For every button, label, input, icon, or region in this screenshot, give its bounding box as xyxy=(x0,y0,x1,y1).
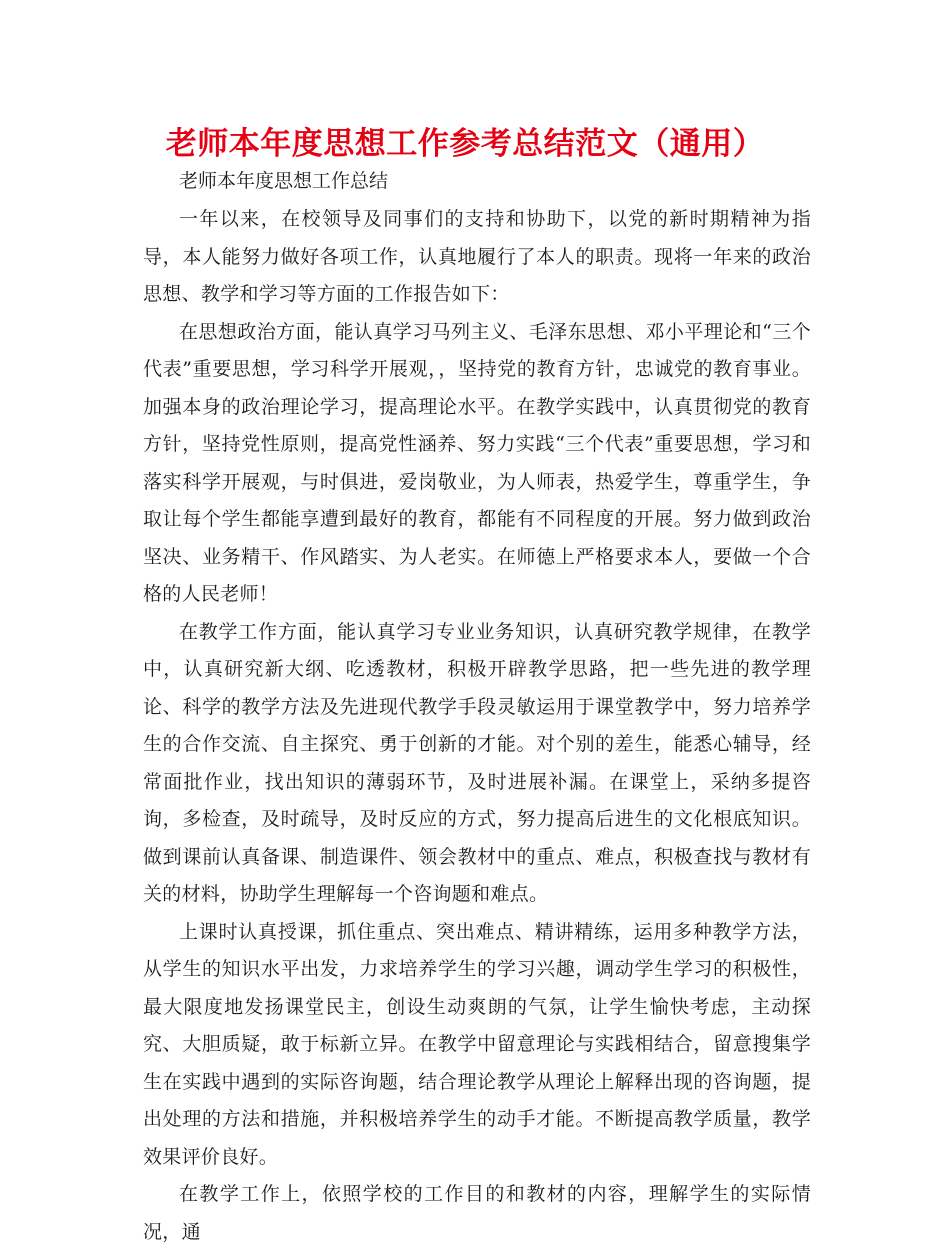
paragraph-teaching: 在教学工作方面，能认真学习专业业务知识，认真研究教学规律，在教学中，认真研究新大纲、吃透教材，积极开辟教学思路，把一些先进的教学理论、科学的教学方法及先进现代教学手段灵敏运用于课堂教学中，努力培养学生的合作交流、自主探究、勇于创新的才能。对个别的差生，能悉心辅导，经常面批作业，找出知识的薄弱环节，及时进展补漏。在课堂上，采纳多提咨询，多检查，及时疏导，及时反应的方式，努力提高后进生的文化根底知识。做到课前认真备课、制造课件、领会教材中的重点、难点，积极查找与教材有关的材料，协助学生理解每一个咨询题和难点。 xyxy=(143,620,811,905)
paragraph-intro: 一年以来，在校领导及同事们的支持和协助下，以党的新时期精神为指导，本人能努力做好各项工作，认真地履行了本人的职责。现将一年来的政治思想、教学和学习等方面的工作报告如下： xyxy=(143,208,811,305)
document-body xyxy=(143,166,811,1251)
paragraph-classroom: 上课时认真授课，抓住重点、突出难点、精讲精练，运用多种教学方法，从学生的知识水平出发，力求培养学生的学习兴趣，调动学生学习的积极性，最大限度地发扬课堂民主，创设生动爽朗的气氛，让学生愉快考虑，主动探究、大胆质疑，敢于标新立异。在教学中留意理论与实践相结合，留意搜集学生在实践中遇到的实际咨询题，结合理论教学从理论上解释出现的咨询题，提出处理的方法和措施，并积极培养学生的动手才能。不断提高教学质量，教学效果评价良好。 xyxy=(143,920,811,1168)
document-title: 老师本年度思想工作参考总结范文（通用） xyxy=(165,126,765,162)
paragraph-political: 在思想政治方面，能认真学习马列主义、毛泽东思想、邓小平理论和“三个代表”重要思想，学习科学开展观，，坚持党的教育方针，忠诚党的教育事业。加强本身的政治理论学习，提高理论水平。在教学实践中，认真贯彻党的教育方针，坚持党性原则，提高党性涵养、努力实践“三个代表”重要思想，学习和落实科学开展观，与时俱进，爱岗敬业，为人师表，热爱学生，尊重学生，争取让每个学生都能享遭到最好的教育，都能有不同程度的开展。努力做到政治坚决、业务精干、作风踏实、为人老实。在师德上严格要求本人，要做一个合格的人民老师！ xyxy=(143,320,811,605)
paragraph-teaching-work: 在教学工作上，依照学校的工作目的和教材的内容，理解学生的实际情况，通 xyxy=(143,1183,811,1243)
document-subtitle: 老师本年度思想工作总结 xyxy=(179,170,389,192)
